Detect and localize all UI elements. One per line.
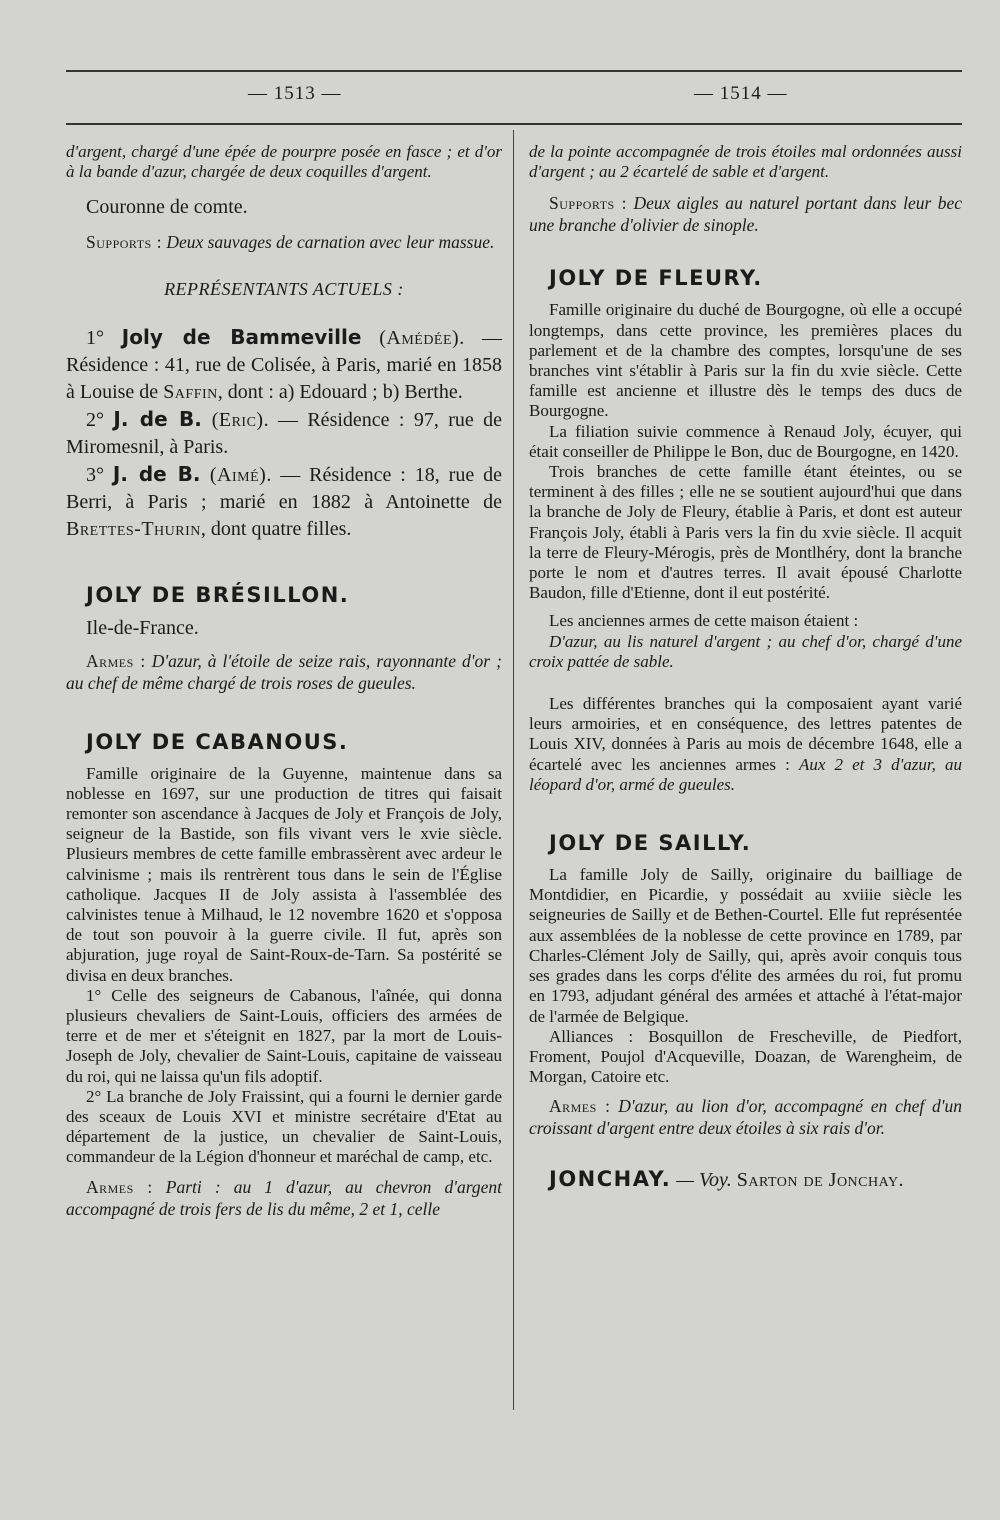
bresillon-armes: Armes : D'azur, à l'étoile de seize rais, rayonnante d'or ; au chef de même chargé de trois roses de gueules. [66, 650, 502, 693]
rep1-name: Joly de Bammeville [121, 324, 362, 349]
fleury-paragraph-3: Trois branches de cette famille étant éteintes, ou se terminent à des filles ; elle ne se soutient aujourd'hui que dans la branche de Joly de Fleury, établie à Paris, et dont est auteur François Joly, établi à Paris vers la fin du xvie siècle. Il acquit la terre de Fleury-Mérogis, près de Montlhéry, dont la branche porte le nom et d'autres terres. Il avait épousé Charlotte Baudon, fille d'Etienne, dont il eut postérité. [529, 462, 962, 603]
couronne-line: Couronne de comte. [86, 196, 248, 219]
fleury-paragraph-2: La filiation suivie commence à Renaud Joly, écuyer, qui était conseiller de Philippe le Bon, duc de Bourgogne, en 1420. [529, 421, 962, 461]
page-number-right: — 1514 — [694, 83, 788, 104]
heading-jonchay: JONCHAY. [549, 1167, 672, 1192]
supports-label: Supports : [86, 232, 162, 253]
sailly-paragraph-1: La famille Joly de Sailly, originaire du bailliage de Montdidier, en Picardie, y possédait au xviiie siècle les seigneuries de Sailly et de Bethen-Courtel. Elle fut représentée aux assemblées de la noblesse de cette province en 1789, par Charles-Clément Joly de Sailly, qui, après avoir conquis tous ses grades dans les corps d'élite des armées du roi, fut promu en 1793, adjudant général des armées et attaché à l'état-major de l'armée de Belgique. [529, 865, 962, 1026]
cabanous-paragraph-1: Famille originaire de la Guyenne, maintenue dans sa noblesse en 1697, sur une production de titres qui faisait remonter son ascendance à Jacques de Joly et François de Joly, seigneur de la Bastide, son fils vivant vers le xvie siècle. Plusieurs membres de cette famille embrassèrent avec ardeur le calvinisme ; mais ils rentrèrent tous dans le sein de l'Église catholique. Jacques II de Joly assista à l'assemblée des calvinistes tenue à Milhaud, le 12 novembre 1620 et s'opposa de tout son pouvoir à la guerre civile. Il fut, après son abjuration, juge royal de Saint-Roux-de-Tarn. Sa postérité se divisa en deux branches. [66, 763, 502, 985]
fleury-old-arms: D'azur, au lis naturel d'argent ; au chef d'or, chargé d'une croix pattée de sable. [529, 631, 962, 671]
rep2-name: J. de B. [113, 406, 202, 431]
rep3-name: J. de B. [112, 461, 201, 486]
representative-2: 2° J. de B. (Eric). — Résidence : 97, rue de Miromesnil, à Paris. [66, 406, 503, 458]
arms-continuation-right: de la pointe accompagnée de trois étoiles mal ordonnées aussi d'argent ; au 2 écartelé de sable et d'argent. [529, 142, 962, 182]
representants-heading: REPRÉSENTANTS ACTUELS : [164, 279, 404, 300]
heading-joly-de-bresillon: JOLY DE BRÉSILLON. [86, 582, 350, 607]
sailly-armes: Armes : D'azur, au lion d'or, accompagné en chef d'un croissant d'argent entre deux étoiles à six rais d'or. [529, 1096, 963, 1139]
fleury-paragraph-5: Les différentes branches qui la composaient ayant varié leurs armoiries, et en conséquence, des lettres patentes de Louis XIV, données à Paris au mois de décembre 1648, elle a écartelé avec les anciennes armes : Aux 2 et 3 d'azur, au léopard d'or, armé de gueules. [529, 694, 962, 794]
bresillon-region: Ile-de-France. [86, 616, 199, 639]
sailly-paragraph-2: Alliances : Bosquillon de Frescheville, de Piedfort, Froment, Poujol d'Acqueville, Doazan, de Warengheim, de Morgan, Catoire etc. [529, 1026, 962, 1087]
cabanous-armes: Armes : Parti : au 1 d'azur, au chevron d'argent accompagné de trois fers de lis du même, 2 et 1, celle [66, 1176, 502, 1219]
jonchay-entry: JONCHAY. — Voy. Sarton de Jonchay. [549, 1167, 905, 1192]
supports-text: Deux sauvages de carnation avec leur massue. [166, 232, 495, 253]
representative-3: 3° J. de B. (Aimé). — Résidence : 18, rue de Berri, à Paris ; marié en 1882 à Antoinette de Brettes-Thurin, dont quatre filles. [66, 461, 502, 540]
page-number-left: — 1513 — [248, 83, 342, 104]
top-rule [66, 70, 962, 72]
cabanous-paragraph-2: 1° Celle des seigneurs de Cabanous, l'aînée, qui donna plusieurs chevaliers de Saint-Louis, officiers des armées de terre et de mer et s'éteignit en 1827, par la mort de Louis-Joseph de Joly, chevalier de Saint-Louis, capitaine de vaisseau du roi, qui ne laissa qu'un fils adoptif. [66, 985, 502, 1086]
header-rule [66, 123, 962, 125]
fleury-paragraph-1: Famille originaire du duché de Bourgogne, où elle a occupé longtemps, dans cette province, les premières places du parlement et de la chambre des comptes, lorsqu'une de ses branches vint s'établir à Paris sur la fin du xvie siècle. Cette famille est ancienne et illustre dès le temps des ducs de Bourgogne. [529, 300, 962, 421]
cabanous-paragraph-3: 2° La branche de Joly Fraissint, qui a fourni le dernier garde des sceaux de Louis XVI et ministre secrétaire d'Etat au département de la justice, un chevalier de Saint-Louis, commandeur de la Légion d'honneur et maréchal de camp, etc. [66, 1086, 502, 1167]
jonchay-reference: Sarton de Jonchay. [736, 1169, 905, 1192]
left-column [66, 142, 502, 1220]
heading-joly-de-sailly: JOLY DE SAILLY. [549, 831, 752, 856]
supports-paragraph-right: Supports : Deux aigles au naturel portant dans leur bec une branche d'olivier de sinople. [529, 193, 963, 236]
heading-joly-de-fleury: JOLY DE FLEURY. [549, 266, 763, 291]
heading-joly-de-cabanous: JOLY DE CABANOUS. [86, 729, 349, 754]
representative-1: 1° Joly de Bammeville (Amédée). — Résidence : 41, rue de Colisée, à Paris, marié en 1858 à Louise de Saffin, dont : a) Edouard ; b) Berthe. [66, 324, 502, 403]
column-divider [513, 130, 514, 1410]
right-column [529, 142, 962, 1194]
fleury-paragraph-4: Les anciennes armes de cette maison étaient : [549, 611, 859, 631]
arms-continuation: d'argent, chargé d'une épée de pourpre posée en fasce ; et d'or à la bande d'azur, chargée de deux coquilles d'argent. [66, 142, 502, 182]
supports-paragraph [66, 231, 502, 253]
